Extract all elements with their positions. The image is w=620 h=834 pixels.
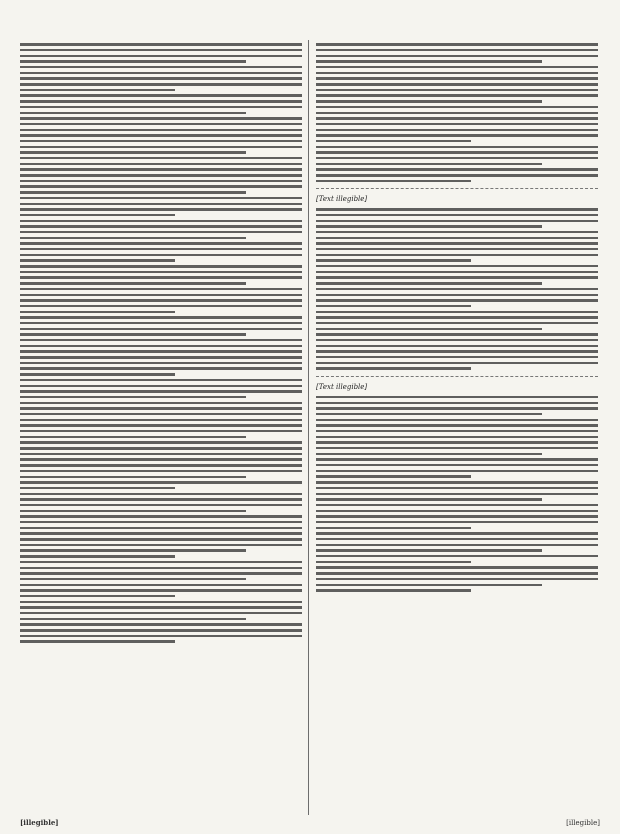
text-line bbox=[316, 254, 598, 256]
text-line bbox=[316, 572, 598, 574]
text-line bbox=[20, 578, 246, 580]
text-line bbox=[20, 504, 302, 506]
text-line bbox=[316, 305, 471, 307]
text-line bbox=[316, 413, 542, 415]
text-line bbox=[316, 271, 598, 273]
text-line bbox=[316, 527, 471, 529]
text-line bbox=[316, 447, 598, 449]
text-line bbox=[316, 288, 598, 290]
text-line bbox=[316, 94, 598, 96]
text-line bbox=[316, 220, 598, 222]
text-line bbox=[20, 561, 302, 563]
text-line bbox=[316, 231, 598, 233]
text-line bbox=[316, 180, 471, 182]
text-line bbox=[20, 544, 302, 546]
text-line bbox=[20, 100, 302, 102]
text-line bbox=[20, 589, 302, 591]
text-line bbox=[316, 322, 598, 324]
text-line bbox=[20, 498, 302, 500]
article-paragraph bbox=[316, 311, 598, 370]
text-line bbox=[20, 333, 246, 335]
article-paragraph bbox=[316, 265, 598, 307]
text-line bbox=[20, 402, 302, 404]
article-paragraph bbox=[316, 208, 598, 262]
text-line bbox=[20, 282, 246, 284]
article-paragraph bbox=[20, 316, 302, 375]
text-line bbox=[20, 487, 175, 489]
quoted-passage: [Text illegible] bbox=[316, 382, 368, 391]
text-line bbox=[20, 572, 302, 574]
text-line bbox=[316, 493, 598, 495]
article-paragraph bbox=[316, 43, 598, 142]
text-line bbox=[20, 470, 302, 472]
text-line bbox=[20, 89, 175, 91]
text-line bbox=[20, 316, 302, 318]
text-line bbox=[316, 402, 598, 404]
text-line bbox=[20, 112, 246, 114]
text-line bbox=[20, 259, 175, 261]
text-line bbox=[316, 584, 542, 586]
text-line bbox=[20, 94, 302, 96]
article-paragraph bbox=[20, 265, 302, 313]
text-line bbox=[20, 413, 302, 415]
text-line bbox=[20, 390, 302, 392]
text-line bbox=[20, 606, 302, 608]
text-line bbox=[316, 140, 471, 142]
text-line bbox=[20, 231, 302, 233]
text-line bbox=[316, 555, 598, 557]
text-line bbox=[316, 112, 598, 114]
text-line bbox=[316, 521, 598, 523]
text-line bbox=[20, 146, 302, 148]
text-line bbox=[20, 430, 302, 432]
text-line bbox=[20, 476, 246, 478]
article-paragraph bbox=[316, 481, 598, 529]
text-line bbox=[20, 532, 302, 534]
text-line bbox=[20, 123, 302, 125]
text-line bbox=[316, 225, 542, 227]
text-line bbox=[316, 407, 598, 409]
text-line bbox=[316, 430, 598, 432]
article-paragraph bbox=[20, 561, 302, 598]
section-rule bbox=[316, 188, 598, 189]
text-line bbox=[20, 254, 302, 256]
text-line bbox=[20, 72, 302, 74]
text-line bbox=[20, 43, 302, 45]
text-line bbox=[20, 350, 302, 352]
text-line bbox=[20, 373, 175, 375]
text-line bbox=[20, 237, 246, 239]
text-line bbox=[20, 203, 302, 205]
text-line bbox=[316, 549, 542, 551]
text-line bbox=[316, 89, 598, 91]
text-line bbox=[20, 248, 302, 250]
text-line bbox=[316, 453, 542, 455]
text-line bbox=[20, 225, 302, 227]
text-line bbox=[20, 299, 302, 301]
text-line bbox=[316, 316, 598, 318]
text-line bbox=[316, 106, 598, 108]
text-line bbox=[20, 242, 302, 244]
text-line bbox=[316, 299, 598, 301]
text-line bbox=[316, 77, 598, 79]
quoted-passage: [Text illegible] bbox=[316, 195, 368, 204]
text-line bbox=[316, 168, 598, 170]
text-line bbox=[316, 424, 598, 426]
text-line bbox=[316, 282, 542, 284]
text-line bbox=[20, 396, 246, 398]
text-line bbox=[316, 163, 542, 165]
article-paragraph bbox=[20, 94, 302, 216]
text-line bbox=[20, 66, 302, 68]
text-line bbox=[316, 475, 471, 477]
text-line bbox=[20, 117, 302, 119]
text-line bbox=[316, 441, 598, 443]
text-line bbox=[316, 49, 598, 51]
text-line bbox=[316, 328, 542, 330]
text-line bbox=[316, 515, 598, 517]
text-line bbox=[316, 578, 598, 580]
text-line bbox=[20, 191, 246, 193]
text-line bbox=[316, 367, 471, 369]
text-line bbox=[316, 174, 598, 176]
text-line bbox=[316, 498, 542, 500]
text-line bbox=[316, 350, 598, 352]
text-line bbox=[20, 635, 302, 637]
text-line bbox=[316, 544, 598, 546]
page-folio: [illegible] bbox=[20, 818, 59, 827]
text-line bbox=[20, 151, 246, 153]
text-line bbox=[316, 470, 598, 472]
text-line bbox=[20, 464, 302, 466]
text-line bbox=[20, 436, 246, 438]
text-line bbox=[20, 140, 302, 142]
text-line bbox=[20, 385, 302, 387]
text-line bbox=[316, 561, 471, 563]
text-line bbox=[20, 294, 302, 296]
text-line bbox=[20, 407, 302, 409]
article-paragraph bbox=[20, 43, 302, 91]
text-line bbox=[20, 157, 302, 159]
text-line bbox=[316, 248, 598, 250]
text-line bbox=[20, 356, 302, 358]
right-column bbox=[316, 40, 598, 815]
text-line bbox=[20, 629, 302, 631]
text-line bbox=[20, 322, 302, 324]
text-line bbox=[20, 168, 302, 170]
article-paragraph bbox=[20, 601, 302, 643]
text-line bbox=[316, 83, 598, 85]
text-line bbox=[316, 339, 598, 341]
text-line bbox=[316, 129, 598, 131]
text-line bbox=[20, 367, 302, 369]
text-line bbox=[316, 532, 598, 534]
text-line bbox=[20, 185, 302, 187]
text-line bbox=[316, 487, 598, 489]
text-line bbox=[20, 640, 175, 642]
article-paragraph bbox=[20, 379, 302, 489]
text-line bbox=[316, 237, 598, 239]
text-line bbox=[20, 555, 175, 557]
text-line bbox=[20, 362, 302, 364]
text-line bbox=[20, 345, 302, 347]
text-line bbox=[316, 151, 598, 153]
text-line bbox=[20, 208, 302, 210]
article-paragraph bbox=[316, 566, 598, 591]
text-line bbox=[20, 458, 302, 460]
text-line bbox=[20, 174, 302, 176]
text-line bbox=[20, 424, 302, 426]
text-line bbox=[316, 311, 598, 313]
text-line bbox=[316, 242, 598, 244]
text-line bbox=[316, 345, 598, 347]
text-line bbox=[20, 305, 302, 307]
text-line bbox=[20, 601, 302, 603]
text-line bbox=[20, 328, 302, 330]
text-line bbox=[316, 60, 542, 62]
text-line bbox=[316, 538, 598, 540]
text-line bbox=[20, 180, 302, 182]
text-line bbox=[316, 259, 471, 261]
text-line bbox=[20, 481, 302, 483]
text-line bbox=[316, 464, 598, 466]
text-line bbox=[20, 521, 302, 523]
text-line bbox=[316, 356, 598, 358]
text-line bbox=[316, 396, 598, 398]
text-line bbox=[20, 567, 302, 569]
text-line bbox=[316, 146, 598, 148]
text-line bbox=[316, 458, 598, 460]
text-line bbox=[316, 100, 542, 102]
text-line bbox=[316, 294, 598, 296]
text-line bbox=[20, 441, 302, 443]
article-paragraph bbox=[20, 220, 302, 262]
text-line bbox=[316, 123, 598, 125]
text-line bbox=[316, 72, 598, 74]
text-line bbox=[316, 55, 598, 57]
text-line bbox=[20, 515, 302, 517]
text-line bbox=[316, 157, 598, 159]
text-line bbox=[20, 510, 246, 512]
article-paragraph bbox=[20, 493, 302, 558]
text-line bbox=[20, 106, 302, 108]
article-paragraph bbox=[316, 532, 598, 563]
text-line bbox=[20, 538, 302, 540]
text-line bbox=[316, 265, 598, 267]
text-line bbox=[20, 595, 175, 597]
text-line bbox=[316, 66, 598, 68]
text-line bbox=[20, 129, 302, 131]
text-line bbox=[20, 584, 302, 586]
text-line bbox=[20, 447, 302, 449]
article-paragraph bbox=[316, 146, 598, 183]
text-line bbox=[20, 453, 302, 455]
text-line bbox=[20, 276, 302, 278]
text-line bbox=[20, 265, 302, 267]
article-paragraph bbox=[316, 396, 598, 478]
section-rule bbox=[316, 376, 598, 377]
text-line bbox=[20, 163, 302, 165]
text-line bbox=[20, 271, 302, 273]
text-line bbox=[316, 566, 598, 568]
text-line bbox=[316, 436, 598, 438]
text-line bbox=[316, 276, 598, 278]
text-line bbox=[316, 333, 598, 335]
text-line bbox=[20, 527, 302, 529]
text-line bbox=[316, 362, 598, 364]
text-line bbox=[20, 60, 246, 62]
text-line bbox=[316, 43, 598, 45]
text-line bbox=[20, 288, 302, 290]
text-line bbox=[316, 504, 598, 506]
text-line bbox=[316, 481, 598, 483]
text-line bbox=[316, 589, 471, 591]
text-line bbox=[20, 134, 302, 136]
text-line bbox=[20, 618, 246, 620]
text-line bbox=[20, 49, 302, 51]
text-line bbox=[316, 510, 598, 512]
text-line bbox=[20, 220, 302, 222]
footer-imprint: [illegible] bbox=[566, 819, 600, 827]
text-line bbox=[316, 134, 598, 136]
text-line bbox=[20, 623, 302, 625]
left-column bbox=[20, 40, 302, 815]
text-line bbox=[316, 214, 598, 216]
text-line bbox=[20, 214, 175, 216]
text-line bbox=[20, 493, 302, 495]
column-divider bbox=[308, 40, 309, 815]
text-line bbox=[20, 419, 302, 421]
text-line bbox=[20, 339, 302, 341]
text-line bbox=[20, 379, 302, 381]
text-line bbox=[316, 208, 598, 210]
text-line bbox=[20, 612, 302, 614]
text-line bbox=[20, 549, 246, 551]
text-line bbox=[20, 77, 302, 79]
page-footer bbox=[20, 818, 600, 828]
text-line bbox=[20, 83, 302, 85]
text-line bbox=[20, 311, 175, 313]
text-line bbox=[316, 419, 598, 421]
text-line bbox=[20, 55, 302, 57]
text-line bbox=[316, 117, 598, 119]
text-line bbox=[20, 197, 302, 199]
